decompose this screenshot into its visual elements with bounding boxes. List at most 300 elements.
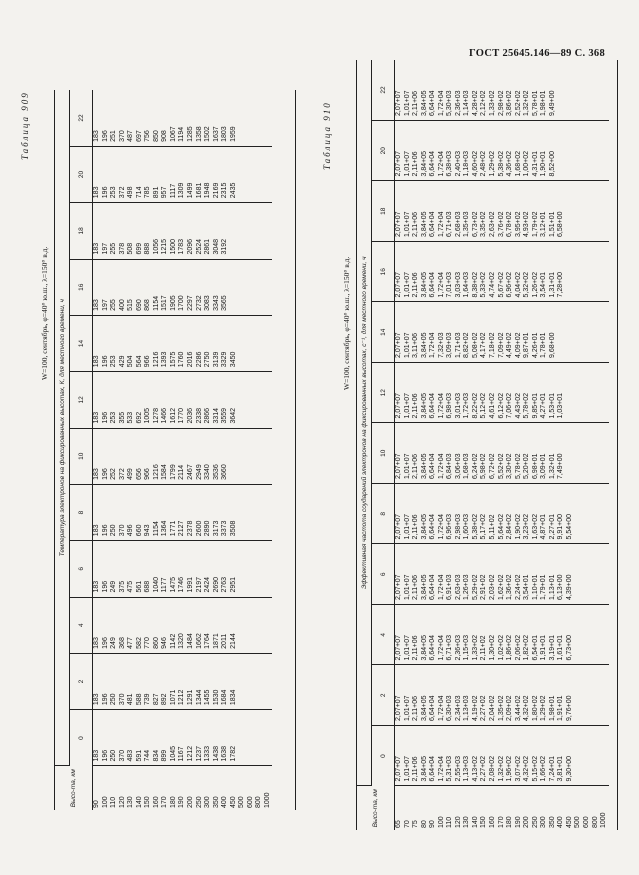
table-cell: 1215 xyxy=(161,238,169,255)
table-cell: 1,29+02 xyxy=(540,695,548,721)
table-cell: 697 xyxy=(135,130,143,142)
height-value: 450 xyxy=(565,816,573,828)
height-value: 600 xyxy=(583,816,591,828)
table-cell: 1,72+04 xyxy=(437,393,445,419)
table-cell: 400 xyxy=(118,299,126,311)
time-header: 16 xyxy=(70,259,93,315)
table-cell: 2144 xyxy=(229,633,237,649)
table-cell: 5,78+02 xyxy=(523,393,531,419)
table-cell: 4,27+01 xyxy=(540,393,548,419)
table-cell: 891 xyxy=(152,186,160,199)
table-cell: 2,11+06 xyxy=(412,151,420,177)
table-cell: 1637 xyxy=(212,126,220,142)
time-header: 2 xyxy=(372,665,395,726)
table909-label: Таблица 909 xyxy=(20,91,30,160)
table-cell: 2,48+02 xyxy=(480,151,488,177)
table-cell: 1,32+01 xyxy=(548,453,556,479)
table-cell: 6,64+04 xyxy=(429,756,437,782)
time-header: 16 xyxy=(372,242,395,303)
table-909 xyxy=(54,90,296,810)
value-column xyxy=(395,544,609,605)
table-cell: 3,44+02 xyxy=(514,695,522,721)
table-cell: 2,07+07 xyxy=(395,151,402,177)
value-column xyxy=(93,710,273,766)
table-cell: 1517 xyxy=(161,295,169,311)
table-cell: 3536 xyxy=(212,464,220,480)
table-cell: 9,91+00 xyxy=(557,514,565,540)
time-header: 8 xyxy=(372,484,395,545)
table-cell: 1,96+02 xyxy=(506,756,514,782)
table-cell: 714 xyxy=(135,186,143,199)
table-cell: 249 xyxy=(110,580,118,593)
table-cell: 899 xyxy=(161,749,169,762)
time-header: 4 xyxy=(70,597,93,653)
table-cell: 1,00+02 xyxy=(523,151,531,177)
table-cell: 3,84+05 xyxy=(420,635,428,661)
table-cell: 2,91+02 xyxy=(480,574,488,600)
table-cell: 2467 xyxy=(187,464,195,480)
height-value: 130 xyxy=(127,796,135,808)
table-cell: 2424 xyxy=(204,576,212,593)
table-cell: 1,72+04 xyxy=(437,756,445,782)
height-value: 90 xyxy=(93,800,100,808)
table-cell: 5,98+02 xyxy=(480,453,488,479)
table-cell: 770 xyxy=(144,637,152,649)
table-cell: 481 xyxy=(127,693,135,706)
height-value: 150 xyxy=(480,816,488,828)
table-cell: 5,31+03 xyxy=(446,756,454,782)
height-value: 140 xyxy=(471,816,479,828)
table-cell: 1067 xyxy=(169,126,177,142)
table-cell: 1333 xyxy=(204,745,212,762)
table-cell: 3,12+01 xyxy=(540,211,548,237)
table-cell: 3,84+05 xyxy=(420,574,428,600)
table-cell: 3,86+02 xyxy=(506,90,514,116)
table-cell: 1803 xyxy=(221,126,229,142)
table-cell: 1278 xyxy=(152,407,160,424)
table-cell: 1,15+03 xyxy=(463,635,471,661)
table-cell: 2890 xyxy=(204,520,212,537)
table-cell: 1,01+07 xyxy=(403,151,411,177)
table-cell: 1502 xyxy=(204,126,212,142)
table-cell: 1,78+01 xyxy=(540,332,548,358)
table-cell: 4,19+02 xyxy=(471,695,479,721)
table-cell: 1466 xyxy=(161,407,169,424)
table-cell: 7,32+03 xyxy=(437,332,445,358)
table-cell: 429 xyxy=(118,355,126,368)
table910-subtitle: W=100, сентябрь, φ=40° ю.ш., λ=150° в.д. xyxy=(342,256,351,390)
table-cell: 1764 xyxy=(204,633,212,649)
table-cell: 2,63+02 xyxy=(489,211,497,237)
table-cell: 785 xyxy=(144,186,152,199)
table-cell: 5,52+02 xyxy=(497,453,505,479)
table-cell: 7,24+01 xyxy=(548,756,556,782)
table-cell: 9,68+00 xyxy=(548,332,556,358)
table-cell: 4,13+02 xyxy=(471,756,479,782)
height-value: 160 xyxy=(152,796,160,808)
table-cell: 515 xyxy=(127,299,135,311)
table-cell: 1,33+02 xyxy=(489,90,497,116)
table-cell: 908 xyxy=(161,130,169,142)
table-cell: 1,35+03 xyxy=(463,211,471,237)
table-cell: 1,98+01 xyxy=(540,90,548,116)
height-value: 1000 xyxy=(263,792,271,808)
table-cell: 183 xyxy=(93,749,100,762)
table-cell: 1771 xyxy=(169,520,177,537)
table-cell: 6,64+04 xyxy=(429,695,437,721)
table-cell: 196 xyxy=(101,468,109,480)
table-cell: 1,79+02 xyxy=(531,211,539,237)
table-cell: 4,32+02 xyxy=(523,695,531,721)
table-cell: 3373 xyxy=(221,520,229,537)
table-cell: 5,54+00 xyxy=(565,514,573,540)
table-cell: 3173 xyxy=(212,520,220,537)
table-cell: 1,32+02 xyxy=(523,90,531,116)
table-cell: 1,33+02 xyxy=(471,635,479,661)
table-cell: 3,09+01 xyxy=(540,453,548,479)
table-cell: 6,64+04 xyxy=(429,453,437,479)
table-cell: 6,78+02 xyxy=(506,211,514,237)
value-column xyxy=(93,203,273,259)
table-cell: 2,27+02 xyxy=(480,695,488,721)
table-cell: 508 xyxy=(127,242,135,255)
time-header: 14 xyxy=(70,315,93,371)
table-cell: 868 xyxy=(144,299,152,311)
table-cell: 4,09+02 xyxy=(514,332,522,358)
table-cell: 2951 xyxy=(229,576,237,593)
value-column xyxy=(395,484,609,545)
table-cell: 1056 xyxy=(152,238,160,255)
table-cell: 1,79+01 xyxy=(540,574,548,600)
height-value: 1000 xyxy=(600,812,608,828)
table-cell: 4,61+02 xyxy=(489,393,497,419)
table-cell: 1212 xyxy=(187,745,195,762)
table-cell: 250 xyxy=(110,693,118,706)
table-cell: 564 xyxy=(135,355,143,368)
time-header: 20 xyxy=(372,121,395,182)
table-cell: 370 xyxy=(118,749,126,762)
time-header: 22 xyxy=(70,90,93,146)
table-cell: 1,72+04 xyxy=(437,211,445,237)
height-header: Высо-та, км xyxy=(55,766,93,810)
table-cell: 3,09+03 xyxy=(446,332,454,358)
table-cell: 1,18+03 xyxy=(463,151,471,177)
table-cell: 1,29+02 xyxy=(489,151,497,177)
height-value: 250 xyxy=(531,816,539,828)
table-cell: 5,38+02 xyxy=(497,151,505,177)
table-cell: 1177 xyxy=(161,577,169,593)
table-cell: 7,28+00 xyxy=(557,272,565,298)
table910-label: Таблица 910 xyxy=(322,101,332,170)
table-cell: 2949 xyxy=(195,464,203,480)
table-cell: 1320 xyxy=(178,633,186,649)
time-header: 0 xyxy=(70,710,93,766)
table-cell: 370 xyxy=(118,693,126,706)
table-cell: 2,11+06 xyxy=(412,454,420,479)
table-cell: 2,08+02 xyxy=(489,756,497,782)
table-cell: 2,84+02 xyxy=(506,514,514,540)
table-cell: 1499 xyxy=(187,182,195,199)
table-cell: 1,98+01 xyxy=(548,695,556,721)
table-cell: 3,35+02 xyxy=(480,211,488,237)
height-value: 350 xyxy=(212,796,220,808)
table-cell: 2114 xyxy=(178,464,186,480)
table-cell: 4,26+01 xyxy=(531,332,539,358)
table-cell: 372 xyxy=(118,186,126,199)
table-cell: 9,87+01 xyxy=(523,332,531,358)
table-cell: 355 xyxy=(118,411,126,424)
table-cell: 1,72+03 xyxy=(463,393,471,419)
table-cell: 1612 xyxy=(169,407,177,424)
table910-caption: Эффективная частота соударений электронов на фиксированных высотах, с⁻¹, для местного времени, ч xyxy=(357,60,372,786)
height-value: 170 xyxy=(161,796,169,808)
table-cell: 183 xyxy=(93,637,100,649)
value-column xyxy=(395,665,609,726)
table-cell: 2524 xyxy=(195,238,203,255)
table-cell: 2750 xyxy=(204,351,212,368)
table-cell: 1,01+07 xyxy=(403,211,411,237)
table909-subtitle: W=100, сентябрь, φ=40° ю.ш., λ=150° в.д. xyxy=(40,246,49,380)
table-cell: 183 xyxy=(93,580,100,593)
height-value: 500 xyxy=(574,816,582,828)
table-cell: 946 xyxy=(161,637,169,649)
table-cell: 2,07+07 xyxy=(395,332,402,358)
height-value: 250 xyxy=(195,796,203,808)
table-cell: 1,72+04 xyxy=(437,90,445,116)
table-cell: 8,82+02 xyxy=(463,332,471,358)
table-cell: 3,84+05 xyxy=(420,695,428,721)
time-header: 12 xyxy=(70,372,93,428)
table-cell: 957 xyxy=(161,186,169,199)
table-cell: 9,49+00 xyxy=(548,90,556,116)
table-cell: 3139 xyxy=(212,351,220,368)
value-column xyxy=(93,259,273,315)
table-cell: 196 xyxy=(101,580,109,593)
table-cell: 1358 xyxy=(195,126,203,142)
table-cell: 2127 xyxy=(178,520,186,537)
table-cell: 5,67+02 xyxy=(497,272,505,298)
height-value: 110 xyxy=(446,816,454,828)
table-cell: 1,68+02 xyxy=(514,151,522,177)
table-cell: 2,40+03 xyxy=(454,151,462,177)
table-cell: 370 xyxy=(118,130,126,142)
table-cell: 2,07+07 xyxy=(395,211,402,237)
table-cell: 3,06+03 xyxy=(454,453,462,479)
table-cell: 2,03+02 xyxy=(489,574,497,600)
table-cell: 2,07+07 xyxy=(395,756,402,782)
table-cell: 3,95+02 xyxy=(514,211,522,237)
table-cell: 2,07+07 xyxy=(395,574,402,600)
table-cell: 1,71+03 xyxy=(454,332,462,358)
height-value: 200 xyxy=(187,796,195,808)
table-cell: 250 xyxy=(110,524,118,537)
table-cell: 251 xyxy=(110,130,118,142)
table-cell: 1,02+02 xyxy=(497,635,505,661)
time-header: 0 xyxy=(372,726,395,787)
table-cell: 5,08+02 xyxy=(471,332,479,358)
table-cell: 183 xyxy=(93,186,100,199)
table-cell: 3,81+01 xyxy=(557,756,565,782)
table-cell: 2338 xyxy=(195,407,203,424)
value-column xyxy=(395,363,609,424)
table-cell: 1291 xyxy=(187,689,195,706)
height-value: 140 xyxy=(135,796,143,808)
table-cell: 1681 xyxy=(195,182,203,199)
table-cell: 3,11+06 xyxy=(412,333,420,358)
table-cell: 6,71+03 xyxy=(446,211,454,237)
table-cell: 2732 xyxy=(195,295,203,311)
table-cell: 561 xyxy=(135,580,143,593)
table-cell: 2,98+03 xyxy=(454,514,462,540)
table-cell: 6,64+04 xyxy=(429,574,437,600)
height-value: 600 xyxy=(246,796,254,808)
table-cell: 1,01+07 xyxy=(403,453,411,479)
table-cell: 966 xyxy=(144,468,152,480)
table-cell: 3,23+02 xyxy=(523,514,531,540)
table-cell: 6,96+02 xyxy=(506,272,514,298)
table-cell: 6,38+03 xyxy=(446,151,454,177)
height-value: 300 xyxy=(540,816,548,828)
table-cell: 1154 xyxy=(152,295,160,311)
table-cell: 660 xyxy=(135,524,143,537)
table-cell: 197 xyxy=(101,299,109,311)
table-cell: 4,43+02 xyxy=(514,393,522,419)
value-column xyxy=(395,60,609,121)
table-cell: 1364 xyxy=(161,520,169,537)
table-cell: 1393 xyxy=(161,351,169,368)
table-cell: 1167 xyxy=(178,746,186,762)
table-cell: 1575 xyxy=(169,351,177,368)
table-cell: 378 xyxy=(118,242,126,255)
time-header: 8 xyxy=(70,484,93,540)
table-cell: 6,64+04 xyxy=(429,393,437,419)
table-cell: 3,54+01 xyxy=(523,574,531,600)
height-value: 80 xyxy=(420,820,428,828)
table-cell: 5,29+02 xyxy=(471,574,479,600)
table-cell: 2,55+03 xyxy=(454,756,462,782)
table-cell: 1,32+02 xyxy=(497,756,505,782)
table-cell: 1309 xyxy=(178,182,186,199)
table-cell: 1455 xyxy=(204,689,212,706)
table-cell: 1662 xyxy=(195,633,203,649)
table-cell: 1285 xyxy=(187,126,195,142)
time-header: 20 xyxy=(70,146,93,202)
table-cell: 1,72+04 xyxy=(437,635,445,661)
table-cell: 1071 xyxy=(169,689,177,706)
table-cell: 888 xyxy=(144,242,152,255)
table-cell: 2169 xyxy=(212,182,220,199)
table-cell: 252 xyxy=(110,468,118,480)
height-value: 200 xyxy=(523,816,531,828)
table-cell: 3,76+02 xyxy=(497,211,505,237)
table-cell: 1216 xyxy=(152,351,160,368)
table-cell: 834 xyxy=(152,749,160,762)
table-cell: 1782 xyxy=(229,745,237,762)
table-cell: 255 xyxy=(110,242,118,255)
table-cell: 1638 xyxy=(221,745,229,762)
height-value: 100 xyxy=(101,796,109,808)
table-cell: 1,13+03 xyxy=(463,756,471,782)
table-cell: 690 xyxy=(135,299,143,311)
height-value: 160 xyxy=(489,816,497,828)
table-cell: 183 xyxy=(93,299,100,311)
page-header: ГОСТ 25645.146—89 С. 368 xyxy=(469,48,605,59)
table-cell: 5,78+02 xyxy=(514,453,522,479)
table-cell: 1,64+03 xyxy=(463,272,471,298)
table-cell: 183 xyxy=(93,242,100,255)
table-cell: 3,07+02 xyxy=(514,756,522,782)
table-cell: 1,10+01 xyxy=(531,574,539,600)
table-cell: 1770 xyxy=(178,407,186,424)
table-cell: 892 xyxy=(161,693,169,706)
table-cell: 196 xyxy=(101,637,109,649)
table-cell: 5,78+01 xyxy=(531,90,539,116)
table-cell: 3,54+01 xyxy=(540,272,548,298)
table-cell: 2,07+07 xyxy=(395,635,402,661)
table-cell: 1,13+03 xyxy=(463,695,471,721)
height-value: 110 xyxy=(110,796,118,808)
table-cell: 7,01+03 xyxy=(446,272,454,298)
table-cell: 8,22+02 xyxy=(471,393,479,419)
time-header: 14 xyxy=(372,302,395,363)
table-cell: 3565 xyxy=(221,295,229,311)
value-column xyxy=(395,726,609,787)
table-cell: 498 xyxy=(127,186,135,199)
table-cell: 4,87+01 xyxy=(540,514,548,540)
table-cell: 2,11+02 xyxy=(480,635,488,661)
table-cell: 255 xyxy=(110,299,118,311)
table-cell: 2600 xyxy=(195,520,203,537)
table-cell: 3450 xyxy=(229,351,237,368)
value-column xyxy=(395,181,609,242)
table-cell: 496 xyxy=(127,524,135,537)
table-cell: 3,84+05 xyxy=(420,756,428,782)
table-cell: 1905 xyxy=(169,295,177,311)
table-cell: 2297 xyxy=(187,295,195,311)
table-cell: 1,63+02 xyxy=(531,514,539,540)
table-cell: 2,11+06 xyxy=(412,635,420,661)
table-cell: 1045 xyxy=(169,745,177,762)
table-cell: 196 xyxy=(101,130,109,142)
table-cell: 2,11+06 xyxy=(412,212,420,237)
height-column xyxy=(93,766,273,810)
table-cell: 2,11+06 xyxy=(412,91,420,116)
table-cell: 4,39+00 xyxy=(565,574,573,600)
height-value: 75 xyxy=(412,820,420,828)
height-value: 120 xyxy=(454,816,462,828)
value-column xyxy=(93,597,273,653)
height-value: 400 xyxy=(557,816,565,828)
table-cell: 1,62+02 xyxy=(497,574,505,600)
table-cell: 827 xyxy=(152,693,160,706)
table-cell: 3,30+02 xyxy=(506,453,514,479)
table-cell: 2016 xyxy=(187,351,195,368)
height-value: 190 xyxy=(514,816,522,828)
table-cell: 2,07+07 xyxy=(395,453,402,479)
table-cell: 1,82+02 xyxy=(523,635,531,661)
time-header: 6 xyxy=(70,541,93,597)
table-cell: 1530 xyxy=(212,689,220,706)
table-cell: 6,71+03 xyxy=(446,635,454,661)
table-cell: 1,01+07 xyxy=(403,635,411,661)
table-cell: 5,20+02 xyxy=(523,453,531,479)
table-cell: 1,72+04 xyxy=(437,574,445,600)
table-cell: 6,98+01 xyxy=(531,453,539,479)
table-cell: 3,01+03 xyxy=(454,393,462,419)
table-cell: 3508 xyxy=(229,520,237,537)
table-cell: 1948 xyxy=(204,182,212,199)
table-cell: 6,98+03 xyxy=(446,393,454,419)
